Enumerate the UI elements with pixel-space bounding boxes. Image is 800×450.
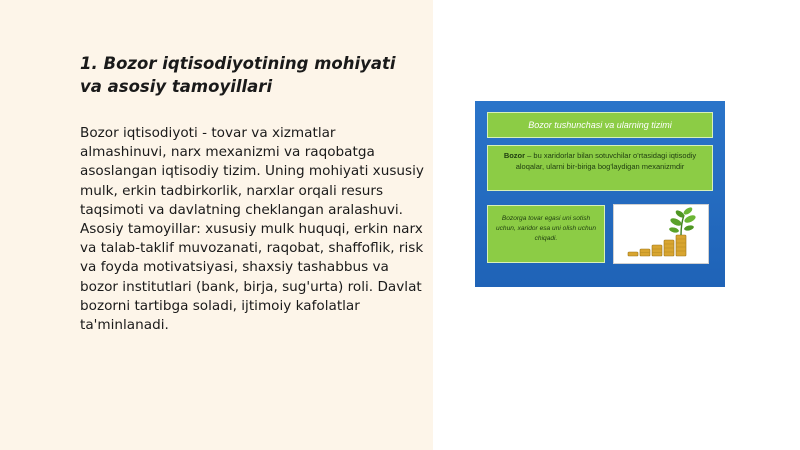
body-paragraph: Bozor iqtisodiyoti - tovar va xizmatlar almashinuvi, narx mexanizmi va raqobatga asoslangan iqtisodiy tizim. Uning mohiyati xususiy mulk, erkin tadbirkorlik, narxlar orqali resurs taqsimoti va davlatning cheklangan aralashuvi. Asosiy tamoyillar: xususiy mulk huquqi, erkin narx va talab-taklif muvozanati, raqobat, shaffoflik, risk va foyda motivatsiyasi, shaxsiy tashabbus va bozor institutlari (bank, birja, sug'urta) roli. Davlat bozorni tartibga soladi, ijtimoiy kafolatlar ta'minlanadi. <box>80 125 424 334</box>
coins-plant-icon <box>614 205 708 263</box>
slide-header: Bozor tushunchasi va ularning tizimi <box>487 112 713 138</box>
slide-definition-text: – bu xaridorlar bilan sotuvchilar o'rtasidagi iqtisodiy aloqalar, ularni bir-biriga bog'laydigan mexanizmdir <box>515 151 697 171</box>
slide-definition-term: Bozor <box>503 151 526 160</box>
slide-definition <box>487 145 713 191</box>
slide-illustration <box>475 101 725 287</box>
slide-note: Bozorga tovar egasi uni sotish uchun, xaridor esa uni olish uchun chiqadi. <box>487 205 605 263</box>
coins-plant-image <box>613 204 709 264</box>
section-title: 1. Bozor iqtisodiyotining mohiyati va asosiy tamoyillari <box>80 54 396 96</box>
